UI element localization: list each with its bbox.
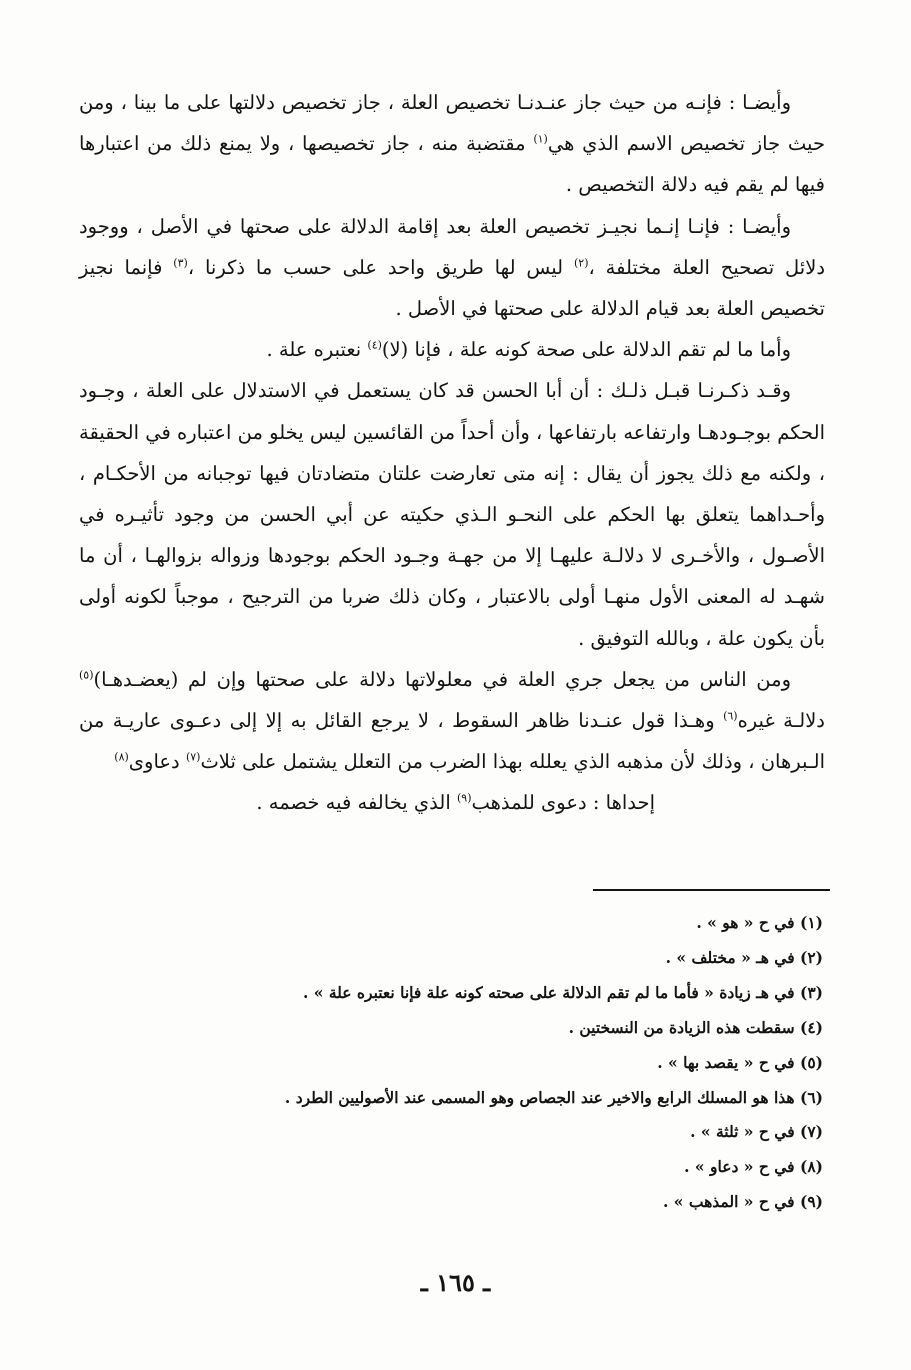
paragraph-3: [79, 329, 825, 370]
footnote-7: (٧) في ح « ثلثة » .: [690, 1122, 823, 1142]
text-run: وأيضـا : فإنـه من حيث جاز عنـدنـا تخصيص العلة ، جاز تخصيص دلالتها على ما بينا ، ومن حيث جاز تخصيص الاسم الذي هي: [79, 91, 825, 156]
paragraph-6: [79, 782, 825, 823]
footnote-ref-3: (٣): [173, 256, 188, 270]
footnote-3: (٣) في هـ زيادة « فأما ما لم تقم الدلالة على صحته كونه علة فإنا نعتبره علة » .: [302, 982, 823, 1002]
text-run: وهـذا قول عنـدنا ظاهر السقوط ، لا يرجع القائل به إلا إلى دعـوى عاريـة من الـبرهان ، وذلك لأن مذهبه الذي يعلله بهذا الضرب من التعلل يشتمل على ثلاث: [79, 709, 825, 774]
text-run: إحداها : دعوى للمذهب: [471, 791, 655, 815]
footnote-8: (٨) في ح « دعاو » .: [684, 1157, 823, 1177]
text-run: ومن الناس من يجعل جري العلة في معلولاتها دلالة على صحتها وإن لم (يعضـدهـا): [93, 667, 791, 691]
footnote-ref-7: (٧): [185, 750, 201, 764]
text-run: دعاوى: [128, 750, 186, 774]
text-run: وقـد ذكـرنـا قبـل ذلـك : أن أبا الحسن قد كان يستعمل في الاستدلال على العلة ، وجـود الحكم بوجـودهـا وارتفاعه بارتفاعها ، وأن أحداً من القائسين ليس يخلو من اعتباره في الحقيقة ، ولكنه مع ذلك يجوز أن يقال : إنه متى تعارضت علتان متضادتان فيها توجبانه من الأحكـام ، وأحـداهما يتعلق بها الحكم على النحـو الـذي حكيته عن أبي الحسن من وجود تأثيـره في الأصـول ، والأخـرى لا دلالـة عليهـا إلا من جهـة وجـود الحكم بوجودها وزواله بزوالهـا ، أن ما شهـد له المعنى الأول منهـا أولى بالاعتبار ، وكان ذلك ضربا من الترجيح ، موجباً لكونه أولى بأن يكون علة ، وبالله التوفيق .: [79, 379, 825, 650]
footnote-ref-5: (٥): [79, 668, 94, 682]
footnote-ref-8: (٨): [114, 750, 129, 764]
paragraph-4: [79, 370, 825, 658]
text-run: وأما ما لم تقم الدلالة على صحة كونه علة ، فإنا (لا): [381, 338, 791, 362]
footnote-6: (٦) هذا هو المسلك الرابع والاخير عند الجصاص وهو المسمى عند الأصوليين الطرد .: [284, 1087, 823, 1107]
text-run: فإنما نجيز تخصيص العلة بعد قيام الدلالة على صحتها في الأصل .: [79, 255, 825, 321]
text-run: وأيضـا : فإنـا إنـما نجيـز تخصيص العلة بعد إقامة الدلالة على صحتها في الأصل ، ووجود دلائل تصحيح العلة مختلفة ،: [79, 214, 825, 279]
page-number: ـ ١٦٥ ـ: [420, 1268, 491, 1297]
footnote-ref-1: (١): [533, 132, 548, 146]
footnote-5: (٥) في ح « يقصد بها » .: [657, 1052, 823, 1072]
main-text: [79, 82, 825, 824]
text-run: نعتبره علة .: [266, 338, 368, 362]
paragraph-1: [79, 82, 825, 206]
footnote-ref-2: (٢): [573, 256, 589, 270]
footnote-ref-4: (٤): [367, 338, 382, 352]
text-run: الذي يخالفه فيه خصمه .: [256, 791, 457, 815]
text-run: ليس لها طريق واحد على حسب ما ذكرنا ،: [187, 255, 574, 279]
paragraph-5: [79, 659, 825, 783]
footnote-4: (٤) سقطت هذه الزيادة من النسختين .: [568, 1017, 823, 1037]
footnote-1: (١) في ح « هو » .: [696, 913, 823, 932]
footnote-2: (٢) في هـ « مختلف » .: [665, 947, 823, 967]
footnote-ref-6: (٦): [723, 709, 738, 723]
footnote-ref-9: (٩): [456, 791, 472, 805]
footnotes: [103, 906, 823, 1220]
text-run: دلالـة غيره: [737, 709, 825, 733]
text-run: مقتضبة منه ، جاز تخصيصها ، ولا يمنع ذلك من اعتبارها فيها لم يقم فيه دلالة التخصيص .: [79, 132, 825, 197]
footnote-9: (٩) في ح « المذهب » .: [662, 1192, 823, 1212]
footnote-divider: [593, 889, 830, 891]
paragraph-2: [79, 206, 825, 330]
